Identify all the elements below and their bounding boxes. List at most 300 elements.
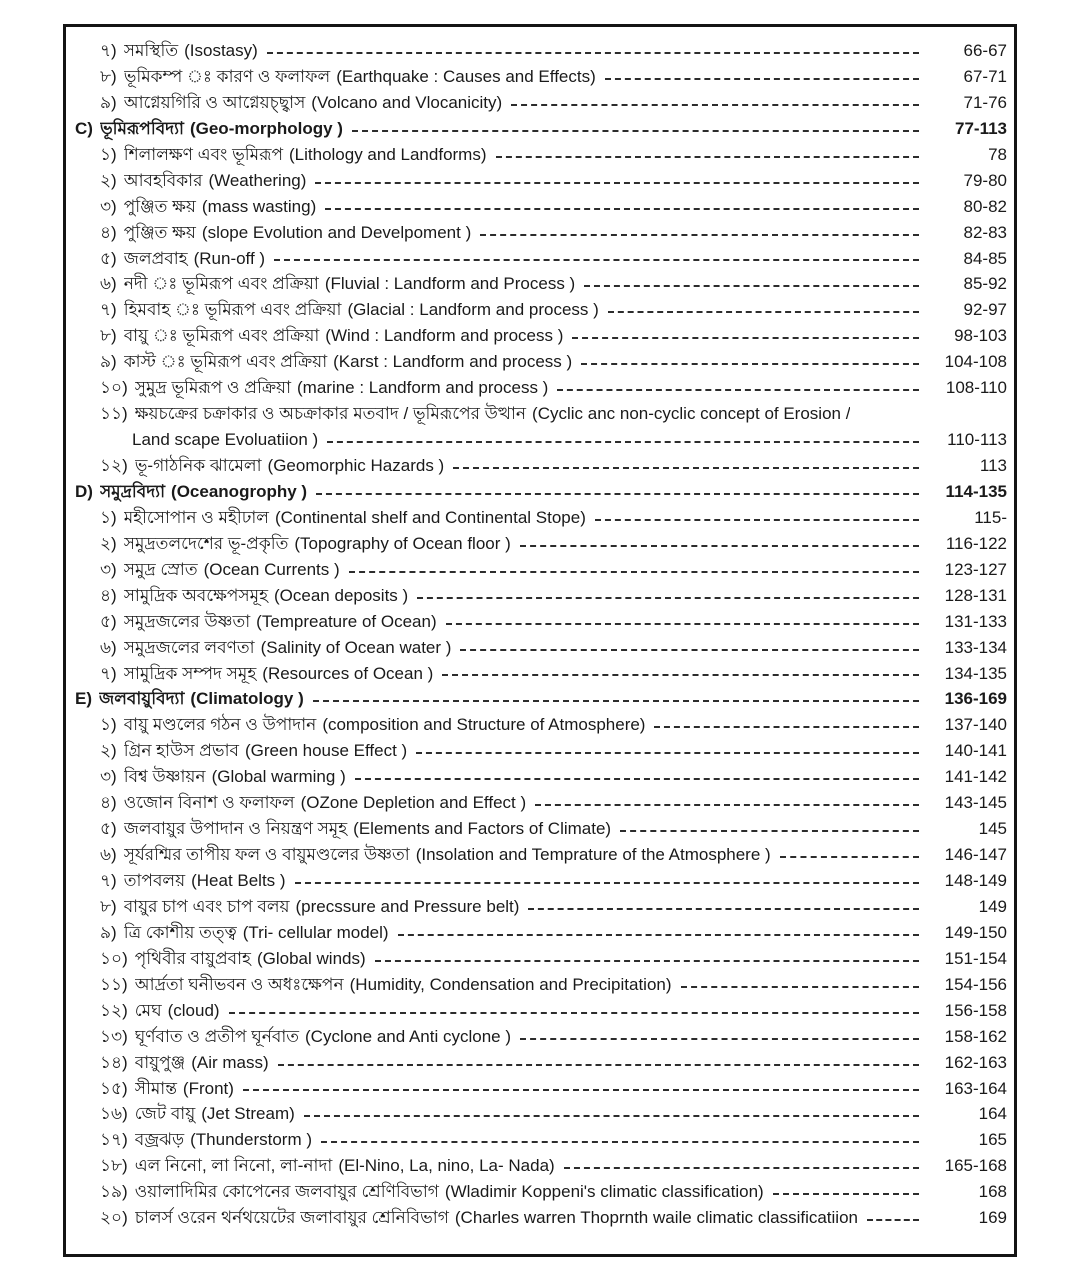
entry-number: ১০) xyxy=(100,948,128,968)
entry-number: ১) xyxy=(100,144,117,164)
page-number: 141-142 xyxy=(944,767,1007,787)
toc-entry xyxy=(66,738,1007,764)
dashed-leader xyxy=(442,674,919,676)
toc-section-header xyxy=(66,686,1007,712)
entry-title-bengali: গ্রিন হাউস প্রভাব xyxy=(123,741,239,761)
entry-title xyxy=(124,246,265,272)
page-number: 163-164 xyxy=(944,1078,1007,1098)
page-number: 148-149 xyxy=(944,871,1007,890)
entry-title-bengali: আবহবিকার xyxy=(123,170,203,190)
entry-title-english: (Resources of Ocean ) xyxy=(262,663,434,683)
entry-title-english: (Climatology ) xyxy=(190,689,304,709)
page-number: 158-162 xyxy=(944,1026,1007,1046)
entry-title-bengali: মেঘ xyxy=(134,1000,162,1020)
entry-number: ১৮) xyxy=(100,1156,128,1176)
entry-title-bengali: চালর্স ওরেন থর্নথয়েটের জলাবায়ুর শ্রেনিবিভাগ xyxy=(134,1208,449,1228)
entry-number: ২) xyxy=(100,741,117,761)
entry-number: ৯) xyxy=(100,352,117,372)
entry-title xyxy=(124,712,646,738)
page-number: 104-108 xyxy=(944,352,1007,372)
entry-title-bengali: পৃথিবীর বায়ুপ্রবাহ xyxy=(134,948,251,968)
dashed-leader xyxy=(352,130,919,132)
page-number: 66-67 xyxy=(963,41,1007,60)
toc-entry xyxy=(66,946,1007,972)
page-number: 168 xyxy=(978,1182,1007,1202)
dashed-leader xyxy=(375,960,919,962)
entry-number: ৬) xyxy=(100,845,117,865)
toc-entry xyxy=(66,1127,1007,1153)
toc-entry xyxy=(66,349,1007,375)
page-number: 145 xyxy=(978,819,1007,839)
entry-title-english: (Global winds) xyxy=(256,948,366,968)
toc-entry xyxy=(66,842,1007,868)
entry-number: ৯) xyxy=(100,922,117,942)
toc-entry xyxy=(66,64,1007,90)
entry-title xyxy=(124,220,472,246)
dashed-leader xyxy=(605,78,919,80)
entry-number: ১) xyxy=(100,507,117,527)
dashed-leader xyxy=(572,337,919,339)
entry-title xyxy=(124,920,389,946)
toc-entry xyxy=(66,1076,1007,1102)
entry-number: ৮) xyxy=(100,66,117,86)
entry-title xyxy=(135,401,851,427)
entry-title xyxy=(124,868,286,894)
entry-title-bengali: ঘূর্ণবাত ও প্রতীপ ঘূর্নবাত xyxy=(134,1026,300,1046)
entry-number: ১২) xyxy=(100,456,128,475)
entry-title-english: (El-Nino, La, nino, La- Nada) xyxy=(338,1156,555,1176)
entry-title xyxy=(124,64,596,90)
entry-title xyxy=(124,505,586,531)
entry-title-bengali: ভূ-গাঠনিক ঝামেলা xyxy=(134,456,262,475)
entry-title-english: (Charles warren Thoprnth waile climatic classificatiion xyxy=(454,1208,858,1228)
dashed-leader xyxy=(325,208,919,210)
entry-title-english: (Ocean Currents ) xyxy=(203,559,340,579)
dashed-leader xyxy=(595,519,919,521)
entry-number: ৭) xyxy=(100,663,117,683)
entry-title-english: (Isostasy) xyxy=(184,41,258,60)
dashed-leader xyxy=(564,1167,919,1169)
entry-title-bengali: সমুদ্রতলদেশের ভূ-প্রকৃতি xyxy=(123,533,289,553)
page-number: 85-92 xyxy=(963,274,1007,294)
entry-title-english: (Run-off ) xyxy=(193,248,266,268)
entry-title xyxy=(135,1205,858,1231)
entry-title xyxy=(135,1179,764,1205)
entry-title-bengali: সুমুদ্র ভূমিরূপ ও প্রক্রিয়া xyxy=(134,378,291,398)
toc-entry xyxy=(66,1101,1007,1127)
dashed-leader xyxy=(520,545,919,547)
page-number: 108-110 xyxy=(945,378,1007,398)
toc-entry xyxy=(66,816,1007,842)
entry-title-bengali: আগ্নেয়গিরি ও আগ্নেয়চ্ছ্বাস xyxy=(123,92,306,112)
entry-number: ৫) xyxy=(100,248,117,268)
entry-title xyxy=(124,635,452,661)
entry-title xyxy=(124,297,599,323)
dashed-leader xyxy=(480,234,919,236)
entry-title-bengali: ত্রি কোশীয় তত্ত্ব xyxy=(123,922,237,942)
dashed-leader xyxy=(316,493,919,495)
dashed-leader xyxy=(349,571,919,573)
entry-title-bengali: মহীসোপান ও মহীঢাল xyxy=(123,507,269,527)
entry-number: ১৯) xyxy=(100,1182,128,1202)
page-number: 156-158 xyxy=(944,1000,1007,1020)
entry-title-english: (Green house Effect ) xyxy=(245,741,408,761)
entry-number: ৩) xyxy=(100,767,117,787)
dashed-leader xyxy=(496,156,919,158)
entry-title xyxy=(124,764,346,790)
page-number: 164 xyxy=(978,1104,1007,1124)
entry-title-bengali: পুঞ্জিত ক্ষয় xyxy=(123,222,196,242)
toc-entry xyxy=(66,972,1007,998)
page-number: 165-168 xyxy=(944,1156,1007,1176)
page-number: 123-127 xyxy=(944,559,1007,579)
entry-title-bengali: বায়ুর চাপ এবং চাপ বলয় xyxy=(123,896,290,916)
entry-title xyxy=(135,1127,312,1153)
entry-number: ১৫) xyxy=(100,1078,128,1098)
toc-entry xyxy=(66,531,1007,557)
page-number: 116-122 xyxy=(945,533,1007,553)
entry-title-english: (Global warming ) xyxy=(211,767,346,787)
entry-title-english: (Front) xyxy=(182,1078,234,1098)
entry-title-english: (Volcano and Vlocanicity) xyxy=(311,92,503,112)
toc-entry xyxy=(66,635,1007,661)
dashed-leader xyxy=(355,778,919,780)
page-number: 67-71 xyxy=(963,66,1007,86)
entry-title-bengali: সমুদ্রজলের লবণতা xyxy=(123,637,255,657)
page-number: 140-141 xyxy=(944,741,1007,761)
entry-title xyxy=(135,1076,234,1102)
toc-entry xyxy=(66,220,1007,246)
entry-title-bengali: বায়ু মণ্ডলের গঠন ও উপাদান xyxy=(123,715,317,735)
page-number: 143-145 xyxy=(944,793,1007,813)
entry-number: ১১) xyxy=(100,974,128,994)
entry-title xyxy=(124,90,502,116)
dashed-leader xyxy=(581,363,919,365)
entry-title-english: (mass wasting) xyxy=(201,196,317,216)
entry-title-english: (Karst : Landform and process ) xyxy=(333,352,573,372)
dashed-leader xyxy=(274,259,919,261)
toc-entry xyxy=(66,1050,1007,1076)
entry-number: ৪) xyxy=(100,222,117,242)
page-number: 78 xyxy=(988,144,1007,164)
toc-entry xyxy=(66,38,1007,64)
entry-title-bengali: নদী ঃ ভূমিরূপ এবং প্রক্রিয়া xyxy=(123,274,319,294)
page-number: 114-135 xyxy=(945,481,1007,501)
page-number: 115- xyxy=(974,507,1007,527)
page-number: 79-80 xyxy=(963,170,1007,190)
entry-title-bengali: কাস্ট ঃ ভূমিরূপ এবং প্রক্রিয়া xyxy=(123,352,328,372)
toc-entry xyxy=(66,297,1007,323)
entry-title-english: (Wind : Landform and process ) xyxy=(325,326,564,346)
entry-title-bengali: সামুদ্রিক সম্পদ সমূহ xyxy=(123,663,257,683)
page-number: 110-113 xyxy=(947,430,1007,450)
page-number: 113 xyxy=(979,456,1007,475)
dashed-leader xyxy=(557,389,919,391)
entry-number: ৫) xyxy=(100,819,117,839)
entry-title xyxy=(135,375,549,401)
entry-number: ৬) xyxy=(100,637,117,657)
toc-entry xyxy=(66,868,1007,894)
entry-title-english: (Insolation and Temprature of the Atmosphere ) xyxy=(415,845,771,865)
entry-title xyxy=(124,583,409,609)
entry-title-english: Land scape Evoluatiion ) xyxy=(132,430,319,450)
entry-title-english: (Geomorphic Hazards ) xyxy=(267,456,445,475)
entry-number: ৬) xyxy=(100,274,117,294)
entry-title-bengali: জেট বায়ু xyxy=(134,1104,196,1124)
entry-title-bengali: জলবায়ুবিদ্যা xyxy=(99,689,185,709)
entry-title xyxy=(135,946,366,972)
entry-title-english: (Tempreature of Ocean) xyxy=(256,611,437,631)
entry-number: ১৬) xyxy=(100,1104,128,1124)
entry-title-bengali: সমুদ্রজলের উষ্ণতা xyxy=(123,611,251,631)
entry-title-bengali: আর্দ্রতা ঘনীভবন ও অধঃক্ষেপন xyxy=(134,974,344,994)
entry-title-bengali: জলপ্রবাহ xyxy=(123,248,188,268)
toc-entry xyxy=(66,1024,1007,1050)
entry-title xyxy=(124,271,576,297)
page-number: 98-103 xyxy=(954,326,1007,346)
dashed-leader xyxy=(243,1089,919,1091)
entry-number: E) xyxy=(75,689,92,709)
entry-title xyxy=(99,686,304,712)
entry-title-english: (Elements and Factors of Climate) xyxy=(353,819,612,839)
entry-title xyxy=(100,479,307,505)
entry-title xyxy=(124,661,434,687)
toc-entry xyxy=(66,194,1007,220)
entry-title-english: (Lithology and Landforms) xyxy=(289,144,487,164)
entry-title-english: (Weathering) xyxy=(208,170,307,190)
entry-title-bengali: বজ্রঝড় xyxy=(134,1130,185,1150)
toc-entry xyxy=(66,764,1007,790)
toc-entry xyxy=(66,1153,1007,1179)
entry-number: ৭) xyxy=(100,871,117,890)
toc-entry xyxy=(66,401,1007,427)
entry-title xyxy=(135,1153,555,1179)
toc-entry xyxy=(66,998,1007,1024)
entry-title-english: (marine : Landform and process ) xyxy=(297,378,549,398)
entry-number: ২) xyxy=(100,533,117,553)
entry-title-bengali: বায়ু ঃ ভূমিরূপ এবং প্রক্রিয়া xyxy=(123,326,320,346)
toc-section-header xyxy=(66,116,1007,142)
entry-number: ৪) xyxy=(100,793,117,813)
toc-entry xyxy=(66,505,1007,531)
entry-title-english: (Jet Stream) xyxy=(201,1104,295,1124)
toc-entry xyxy=(66,90,1007,116)
entry-title-english: (cloud) xyxy=(167,1000,220,1020)
entry-title-english: (Continental shelf and Continental Stope) xyxy=(274,507,586,527)
page-number: 77-113 xyxy=(955,118,1007,138)
entry-title-bengali: ক্ষয়চক্রের চক্রাকার ও অচক্রাকার মতবাদ / ভূমিরূপের উত্থান xyxy=(134,404,527,424)
entry-number: ২) xyxy=(100,170,117,190)
toc-entry xyxy=(66,920,1007,946)
dashed-leader xyxy=(773,1193,919,1195)
entry-number: ৪) xyxy=(100,585,117,605)
toc-entry xyxy=(66,453,1007,479)
entry-title xyxy=(124,194,317,220)
dashed-leader xyxy=(620,830,919,832)
entry-number: ৮) xyxy=(100,896,117,916)
toc-list xyxy=(66,38,1007,1231)
entry-number: C) xyxy=(75,118,93,138)
page-number: 162-163 xyxy=(944,1052,1007,1072)
dashed-leader xyxy=(446,623,919,625)
entry-title-bengali: ভূমিরূপবিদ্যা xyxy=(99,118,184,138)
toc-entry xyxy=(66,142,1007,168)
entry-title xyxy=(124,168,307,194)
page-number: 136-169 xyxy=(944,689,1007,709)
entry-title-english: (Cyclone and Anti cyclone ) xyxy=(305,1026,512,1046)
toc-section-header xyxy=(66,479,1007,505)
entry-number: ১৭) xyxy=(100,1130,128,1150)
entry-number: D) xyxy=(75,481,93,501)
toc-entry xyxy=(66,609,1007,635)
entry-title xyxy=(135,1024,511,1050)
page-number: 134-135 xyxy=(944,663,1007,683)
dashed-leader xyxy=(460,649,919,651)
entry-title-english: (Humidity, Condensation and Precipitation) xyxy=(349,974,672,994)
toc-entry xyxy=(66,661,1007,687)
dashed-leader xyxy=(520,1038,919,1040)
entry-title-bengali: সীমান্ত xyxy=(134,1078,177,1098)
toc-entry xyxy=(66,894,1007,920)
entry-title xyxy=(124,790,526,816)
dashed-leader xyxy=(278,1064,919,1066)
entry-title-english: (Heat Belts ) xyxy=(191,871,286,890)
entry-title-bengali: সমুদ্রবিদ্যা xyxy=(99,481,166,501)
entry-title xyxy=(124,349,572,375)
entry-title-bengali: সমুদ্র স্রোত xyxy=(123,559,198,579)
entry-title-english: (Tri- cellular model) xyxy=(242,922,389,942)
entry-title-english: (Topography of Ocean floor ) xyxy=(294,533,511,553)
entry-number: ২০) xyxy=(100,1208,128,1228)
entry-number: ৮) xyxy=(100,326,117,346)
toc-entry xyxy=(66,323,1007,349)
entry-title-bengali: পুঞ্জিত ক্ষয় xyxy=(123,196,196,216)
toc-entry xyxy=(66,557,1007,583)
dashed-leader xyxy=(295,882,919,884)
toc-entry xyxy=(66,427,1007,453)
entry-title-bengali: জলবায়ুর উপাদান ও নিয়ন্ত্রণ সমূহ xyxy=(123,819,348,839)
toc-entry xyxy=(66,712,1007,738)
entry-title xyxy=(135,998,220,1024)
entry-number: ১২) xyxy=(100,1000,128,1020)
page-number: 128-131 xyxy=(944,585,1007,605)
entry-number: ১১) xyxy=(100,404,128,424)
toc-entry xyxy=(66,375,1007,401)
page-number: 80-82 xyxy=(963,196,1007,216)
dashed-leader xyxy=(417,597,919,599)
entry-title-english: (slope Evolution and Develpoment ) xyxy=(201,222,472,242)
entry-title xyxy=(124,738,408,764)
entry-title-bengali: ওয়ালাদিমির কোপেনের জলবায়ুর শ্রেণিবিভাগ xyxy=(134,1182,439,1202)
dashed-leader xyxy=(867,1219,919,1221)
dashed-leader xyxy=(608,311,919,313)
entry-title-english: (Fluvial : Landform and Process ) xyxy=(324,274,576,294)
dashed-leader xyxy=(321,1141,919,1143)
entry-title-bengali: হিমবাহ ঃ ভূমিরূপ এবং প্রক্রিয়া xyxy=(123,300,342,320)
dashed-leader xyxy=(453,467,919,469)
entry-title-english: (OZone Depletion and Effect ) xyxy=(300,793,527,813)
entry-number: ৯) xyxy=(100,92,117,112)
page-frame xyxy=(63,24,1017,1257)
dashed-leader xyxy=(654,726,919,728)
page-number: 82-83 xyxy=(963,222,1007,242)
entry-number: ৭) xyxy=(100,41,117,60)
entry-number: ৭) xyxy=(100,300,117,320)
toc-entry xyxy=(66,1205,1007,1231)
dashed-leader xyxy=(267,52,919,54)
dashed-leader xyxy=(528,908,919,910)
entry-number: ৫) xyxy=(100,611,117,631)
entry-title-english: (Cyclic anc non-cyclic concept of Erosion / xyxy=(532,404,851,424)
dashed-leader xyxy=(511,104,919,106)
page-number: 133-134 xyxy=(944,637,1007,657)
entry-title xyxy=(135,453,444,479)
entry-number: ৩) xyxy=(100,196,117,216)
entry-title xyxy=(124,894,520,920)
entry-title-english: (Salinity of Ocean water ) xyxy=(260,637,452,657)
entry-title-bengali: ভূমিকম্প ঃ কারণ ও ফলাফল xyxy=(123,66,331,86)
entry-title-english: (composition and Structure of Atmosphere) xyxy=(322,715,646,735)
toc-entry xyxy=(66,246,1007,272)
entry-number: ৩) xyxy=(100,559,117,579)
dashed-leader xyxy=(416,752,919,754)
page-number: 151-154 xyxy=(944,948,1007,968)
entry-title-english: (Wladimir Koppeni's climatic classification) xyxy=(444,1182,764,1202)
toc-entry xyxy=(66,1179,1007,1205)
page-number: 131-133 xyxy=(944,611,1007,631)
entry-title-bengali: সামুদ্রিক অবক্ষেপসমূহ xyxy=(123,585,269,605)
entry-title xyxy=(124,609,437,635)
entry-title-bengali: সূর্যরশ্মির তাপীয় ফল ও বায়ুমণ্ডলের উষ্ণতা xyxy=(123,845,410,865)
entry-title xyxy=(124,38,258,64)
dashed-leader xyxy=(780,856,919,858)
entry-title-bengali: সমস্থিতি xyxy=(123,41,179,60)
entry-title-english: (Thunderstorm ) xyxy=(190,1130,313,1150)
entry-title xyxy=(124,142,487,168)
entry-title-bengali: ওজোন বিনাশ ও ফলাফল xyxy=(123,793,295,813)
entry-title-english: (Earthquake : Causes and Effects) xyxy=(336,66,596,86)
page-number: 154-156 xyxy=(944,974,1007,994)
entry-title-english: (Ocean deposits ) xyxy=(274,585,409,605)
page-number: 92-97 xyxy=(963,300,1007,320)
entry-number: ১) xyxy=(100,715,117,735)
entry-title xyxy=(100,116,343,142)
entry-title-english: (Air mass) xyxy=(191,1052,269,1072)
page-number: 169 xyxy=(978,1208,1007,1228)
entry-title-bengali: এল নিনো, লা নিনো, লা-নাদা xyxy=(134,1156,333,1176)
page-number: 165 xyxy=(978,1130,1007,1150)
entry-title-english: (Geo-morphology ) xyxy=(189,118,343,138)
entry-title-bengali: বিশ্ব উষ্ণায়ন xyxy=(123,767,206,787)
toc-entry xyxy=(66,790,1007,816)
entry-title xyxy=(132,427,318,453)
dashed-leader xyxy=(398,934,919,936)
entry-title xyxy=(135,1050,269,1076)
entry-number: ১৩) xyxy=(100,1026,128,1046)
dashed-leader xyxy=(304,1115,919,1117)
entry-title-bengali: তাপবলয় xyxy=(123,871,186,890)
entry-number: ১৪) xyxy=(100,1052,128,1072)
entry-number: ১০) xyxy=(100,378,128,398)
entry-title-english: (Glacial : Landform and process ) xyxy=(347,300,599,320)
entry-title xyxy=(124,531,511,557)
toc-entry xyxy=(66,271,1007,297)
page-number: 84-85 xyxy=(963,248,1007,268)
dashed-leader xyxy=(327,441,919,443)
entry-title-bengali: বায়ুপুঞ্জ xyxy=(134,1052,186,1072)
entry-title xyxy=(124,816,611,842)
page-number: 137-140 xyxy=(944,715,1007,735)
